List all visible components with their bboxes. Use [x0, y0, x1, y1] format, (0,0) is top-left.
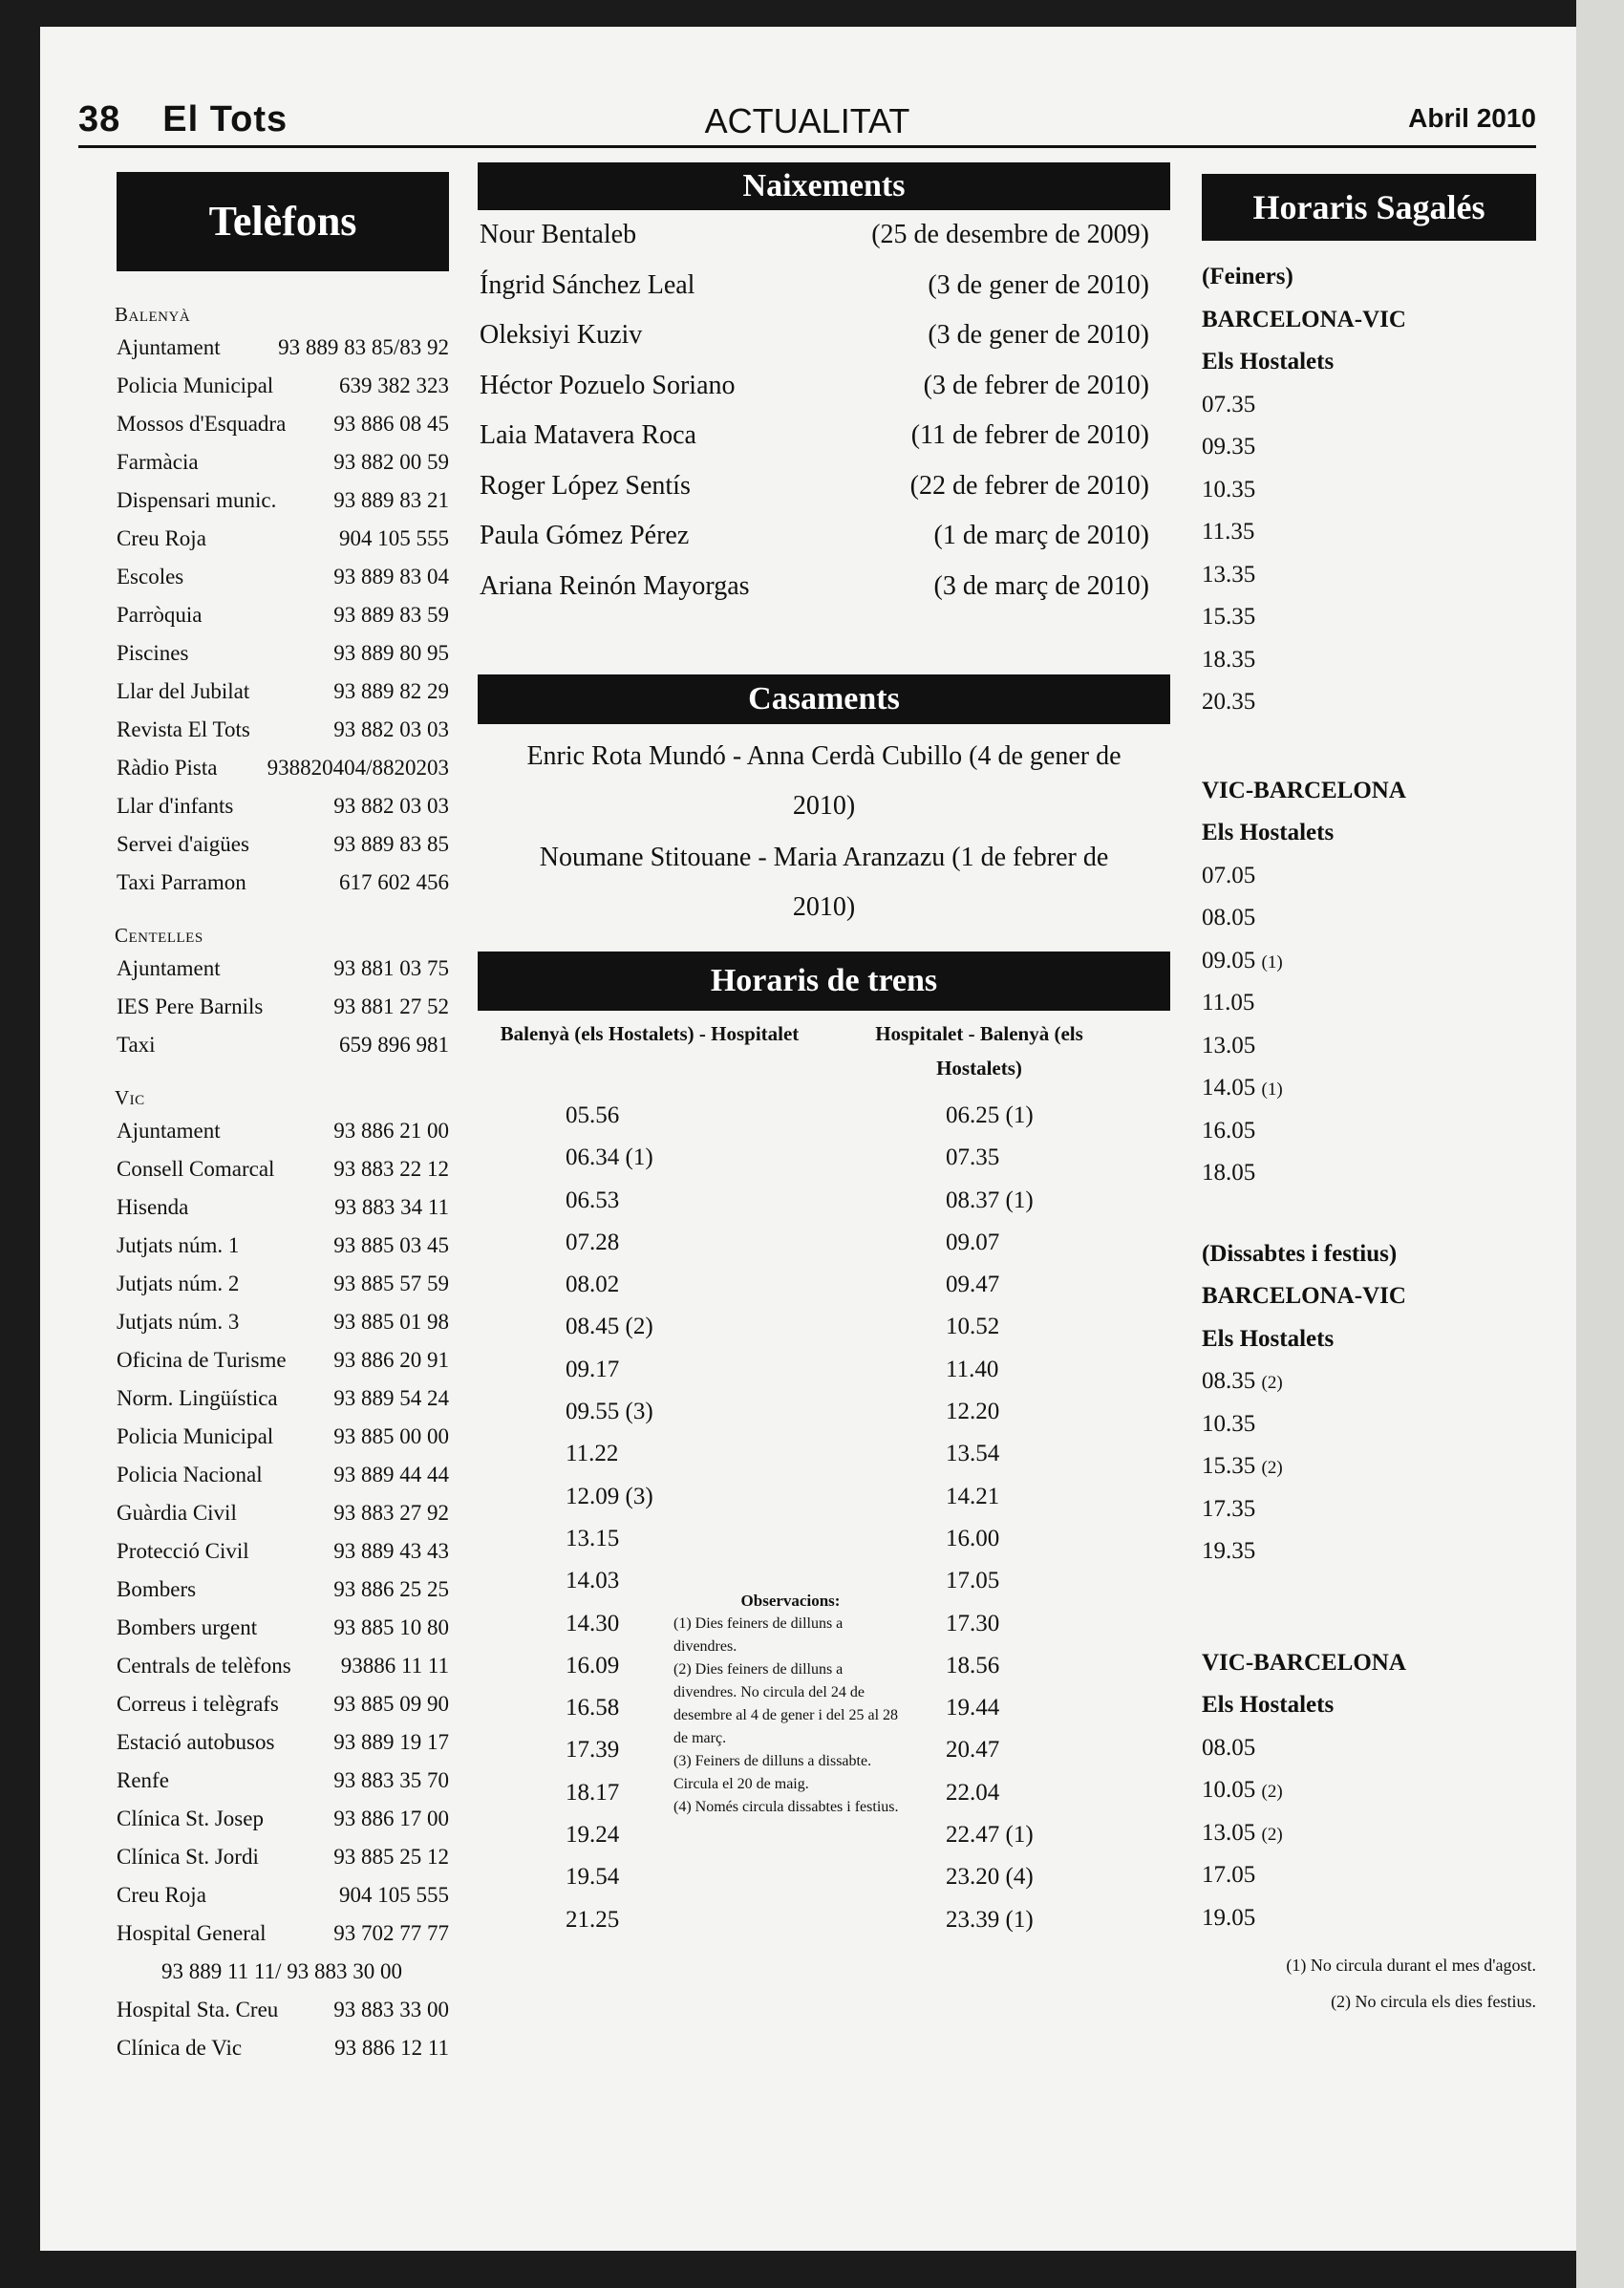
telefon-name: Jutjats núm. 3	[117, 1310, 240, 1334]
train-time: 21.25	[566, 1906, 620, 1933]
train-time: 19.24	[566, 1822, 620, 1849]
telefon-entry	[115, 1150, 449, 1188]
telefon-entry	[115, 481, 449, 520]
telefon-name: Llar d'infants	[117, 794, 234, 818]
train-time: 06.53	[566, 1187, 620, 1213]
naixement-name: Héctor Pozuelo Soriano	[480, 370, 736, 400]
telefon-entry	[115, 1227, 449, 1265]
bus-time-row	[1202, 1897, 1536, 1940]
telefon-number: 93 882 00 59	[333, 450, 449, 474]
telefon-number: 93 885 09 90	[333, 1692, 449, 1716]
telefon-name: Creu Roja	[117, 526, 206, 550]
naixement-item	[478, 411, 1170, 461]
telefon-entry	[115, 864, 449, 902]
bus-time-row	[1202, 1727, 1536, 1770]
telefon-name: Taxi	[117, 1033, 156, 1057]
telefon-name: Estació autobusos	[117, 1730, 275, 1754]
telefon-name: Protecció Civil	[117, 1539, 249, 1563]
telefon-number: 93 886 25 25	[333, 1577, 449, 1601]
telefon-name: IES Pere Barnils	[117, 994, 264, 1018]
telefon-number: 93 885 25 12	[333, 1845, 449, 1869]
naixement-date: (3 de gener de 2010)	[928, 320, 1149, 350]
observacio-item: (1) Dies feiners de dilluns a divendres.	[673, 1615, 844, 1655]
telefon-entry	[115, 520, 449, 558]
telefon-entry	[115, 596, 449, 634]
telefon-entry	[115, 329, 449, 367]
naixement-name: Paula Gómez Pérez	[480, 521, 690, 550]
telefon-entry	[115, 1379, 449, 1418]
festius-bcn-vic-times	[1202, 1360, 1536, 1573]
bus-time-row	[1202, 1152, 1536, 1195]
bus-time-row	[1202, 384, 1536, 427]
telefon-name: Jutjats núm. 1	[117, 1233, 240, 1257]
telefon-entry	[115, 1800, 449, 1838]
telefon-name: Hospital Sta. Creu	[117, 1998, 279, 2021]
telefon-entry	[115, 1112, 449, 1150]
telefon-name: Farmàcia	[117, 450, 199, 474]
bus-time-row	[1202, 940, 1536, 983]
telefon-number: 93 889 83 85	[333, 832, 449, 856]
bus-time: 07.35	[1202, 391, 1256, 417]
train-time: 09.55 (3)	[566, 1399, 653, 1425]
telefon-entry	[115, 1647, 449, 1685]
telefon-number: 93 889 83 59	[333, 603, 449, 627]
telefons-section-title: Vic	[115, 1086, 145, 1109]
feiners-label: (Feiners)	[1202, 264, 1293, 289]
route-label: BARCELONA-VIC	[1202, 306, 1406, 332]
casaments-title: Casaments	[478, 674, 1170, 724]
telefon-name: Hospital General	[117, 1921, 267, 1945]
telefon-number: 93 889 19 17	[333, 1730, 449, 1754]
naixement-item	[478, 511, 1170, 562]
naixement-name: Roger López Sentís	[480, 470, 691, 501]
telefons-title: Telèfons	[117, 172, 449, 271]
telefon-entry	[115, 1991, 449, 2029]
naixement-name: Ariana Reinón Mayorgas	[480, 570, 750, 601]
telefon-number: 93 889 83 85/83 92	[278, 335, 449, 359]
issue-date: Abril 2010	[1408, 103, 1536, 133]
train-time: 09.47	[946, 1272, 1000, 1298]
train-time: 23.20 (4)	[946, 1864, 1034, 1891]
train-time: 07.28	[566, 1229, 620, 1255]
telefon-entry	[115, 1303, 449, 1341]
bus-time-row	[1202, 897, 1536, 940]
observacio-item: (2) Dies feiners de dilluns a divendres. No circula del 24 de desembre al 4 de gener i del 25 al 28 de març.	[673, 1661, 899, 1746]
telefon-entry	[115, 749, 449, 787]
telefon-name: Policia Municipal	[117, 374, 274, 397]
telefon-entry	[115, 711, 449, 749]
telefons-column	[115, 172, 449, 2067]
train-time: 08.37 (1)	[946, 1187, 1034, 1213]
naixement-date: (3 de gener de 2010)	[928, 269, 1149, 300]
telefon-entry	[115, 1914, 449, 1953]
telefon-number: 93 881 03 75	[333, 956, 449, 980]
bus-time: 09.05	[1202, 947, 1256, 973]
naixement-date: (11 de febrer de 2010)	[910, 420, 1149, 450]
telefons-section-title: Balenyà	[115, 303, 191, 326]
route-label: BARCELONA-VIC	[1202, 1283, 1406, 1309]
telefon-number: 904 105 555	[339, 526, 449, 550]
naixement-date: (25 de desembre de 2009)	[871, 220, 1149, 249]
observacio-item: (3) Feiners de dilluns a dissabte. Circula el 20 de maig.	[673, 1753, 872, 1792]
train-time: 11.22	[566, 1441, 619, 1467]
telefon-name: Ràdio Pista	[117, 756, 218, 780]
train-time: 19.44	[946, 1695, 1000, 1721]
telefon-name: Norm. Lingüística	[117, 1386, 278, 1410]
bus-time: 18.35	[1202, 646, 1256, 673]
telefon-entry	[115, 988, 449, 1026]
trens-timetable	[478, 1011, 1170, 2214]
bus-time-row	[1202, 1812, 1536, 1855]
train-time: 20.47	[946, 1737, 1000, 1764]
telefon-entry	[115, 1532, 449, 1571]
telefon-name: Dispensari munic.	[117, 488, 277, 512]
telefon-number: 93 885 00 00	[333, 1424, 449, 1448]
telefon-name: Policia Nacional	[117, 1463, 263, 1486]
telefon-name: Hisenda	[117, 1195, 189, 1219]
sagales-column	[1202, 174, 1536, 2020]
telefon-number: 93 885 01 98	[333, 1310, 449, 1334]
train-time: 11.40	[946, 1356, 999, 1382]
bus-time-row	[1202, 511, 1536, 554]
telefon-number: 659 896 981	[339, 1033, 449, 1057]
telefon-name: Jutjats núm. 2	[117, 1272, 240, 1295]
naixement-date: (3 de març de 2010)	[933, 570, 1149, 601]
telefon-name: Clínica de Vic	[117, 2036, 243, 2060]
bus-time: 16.05	[1202, 1117, 1256, 1144]
telefon-name: Guàrdia Civil	[117, 1501, 237, 1525]
telefon-entry	[115, 1494, 449, 1532]
telefon-number: 93 889 82 29	[333, 679, 449, 703]
telefon-number: 639 382 323	[339, 374, 449, 397]
stop-label: Els Hostalets	[1202, 1325, 1335, 1352]
train-time: 18.17	[566, 1779, 620, 1806]
section-name: ACTUALITAT	[704, 101, 910, 140]
telefon-entry	[115, 1188, 449, 1227]
bus-time-row	[1202, 1025, 1536, 1068]
naixement-date: (1 de març de 2010)	[933, 521, 1149, 550]
sagales-note: (1) No circula durant el mes d'agost.	[1286, 1956, 1536, 1975]
telefon-entry	[115, 1341, 449, 1379]
bus-time: 18.05	[1202, 1160, 1256, 1186]
telefon-entry	[115, 2029, 449, 2067]
telefon-name: Ajuntament	[117, 335, 221, 359]
bus-time-note: (2)	[1261, 1373, 1283, 1393]
telefon-number: 93 885 03 45	[333, 1233, 449, 1257]
telefon-name: Correus i telègrafs	[117, 1692, 279, 1716]
telefon-entry	[115, 1265, 449, 1303]
telefon-entry	[115, 1456, 449, 1494]
bus-time-row	[1202, 639, 1536, 682]
telefon-name: Taxi Parramon	[117, 870, 246, 894]
train-time: 17.05	[946, 1568, 1000, 1594]
telefon-name: Llar del Jubilat	[117, 679, 250, 703]
bus-time: 17.05	[1202, 1862, 1256, 1888]
bus-time-row	[1202, 1067, 1536, 1110]
telefon-number: 93 889 83 04	[333, 565, 449, 588]
bus-time-row	[1202, 554, 1536, 597]
telefon-name: Creu Roja	[117, 1883, 206, 1907]
route-label: VIC-BARCELONA	[1202, 777, 1406, 803]
bus-time-row	[1202, 855, 1536, 898]
naixement-item	[478, 361, 1170, 412]
stop-label: Els Hostalets	[1202, 349, 1335, 374]
telefon-number: 904 105 555	[339, 1883, 449, 1907]
bus-time: 19.05	[1202, 1904, 1256, 1931]
telefon-name: Clínica St. Jordi	[117, 1845, 259, 1869]
telefon-name: Centrals de telèfons	[117, 1654, 291, 1678]
telefon-name: Clínica St. Josep	[117, 1807, 264, 1830]
bus-time-note: (2)	[1261, 1782, 1283, 1802]
festius-label: (Dissabtes i festius)	[1202, 1240, 1398, 1267]
train-time: 23.39 (1)	[946, 1906, 1034, 1933]
train-time: 13.54	[946, 1441, 1000, 1467]
feiners-bcn-vic-times	[1202, 384, 1536, 724]
train-time: 08.02	[566, 1272, 620, 1298]
bus-time: 15.35	[1202, 604, 1256, 630]
telefon-name: Piscines	[117, 641, 189, 665]
bus-time: 11.35	[1202, 519, 1255, 545]
bus-time: 07.05	[1202, 862, 1256, 888]
telefon-entry	[115, 1723, 449, 1762]
bus-time: 10.05	[1202, 1777, 1256, 1803]
telefon-name: Policia Municipal	[117, 1424, 274, 1448]
telefons-list	[115, 300, 449, 2067]
telefon-name: Parròquia	[117, 603, 203, 627]
page-header	[78, 92, 1536, 148]
bus-time: 13.05	[1202, 1819, 1256, 1846]
sagales-note: (2) No circula els dies festius.	[1331, 1992, 1536, 2011]
naixement-item	[478, 210, 1170, 261]
telefon-number: 93 881 27 52	[333, 994, 449, 1018]
telefon-name: Escoles	[117, 565, 184, 588]
telefon-entry	[115, 443, 449, 481]
telefon-number: 93886 11 11	[340, 1654, 449, 1678]
telefon-name: Renfe	[117, 1768, 169, 1792]
train-time: 14.03	[566, 1568, 620, 1594]
telefon-entry	[115, 1953, 449, 1991]
bus-time-note: (2)	[1261, 1458, 1283, 1478]
bus-time: 10.35	[1202, 1410, 1256, 1437]
sagales-title: Horaris Sagalés	[1202, 174, 1536, 241]
casament-item: Enric Rota Mundó - Anna Cerdà Cubillo (4 de gener de 2010)	[526, 741, 1122, 821]
telefon-number: 938820404/8820203	[267, 756, 449, 780]
telefon-number: 93 889 44 44	[333, 1463, 449, 1486]
train-time: 16.00	[946, 1525, 1000, 1551]
telefon-entry	[115, 558, 449, 596]
telefon-number: 93 883 33 00	[333, 1998, 449, 2021]
train-time: 14.30	[566, 1610, 620, 1636]
telefon-entry	[115, 1685, 449, 1723]
telefon-number: 93 883 22 12	[333, 1157, 449, 1181]
telefon-number: 93 882 03 03	[333, 717, 449, 741]
bus-time: 11.05	[1202, 990, 1255, 1016]
trens-col2-header: Hospitalet - Balenyà (els Hostalets)	[875, 1022, 1083, 1080]
bus-time: 20.35	[1202, 689, 1256, 715]
telefon-number: 93 885 57 59	[333, 1272, 449, 1295]
trens-observacions	[673, 1590, 908, 1819]
telefon-number: 93 886 20 91	[333, 1348, 449, 1372]
bus-time-note: (2)	[1261, 1824, 1283, 1845]
naixement-date: (22 de febrer de 2010)	[909, 470, 1149, 501]
train-time: 18.56	[946, 1652, 1000, 1679]
naixement-item	[478, 261, 1170, 311]
naixement-item	[478, 461, 1170, 512]
bus-time-row	[1202, 982, 1536, 1025]
telefon-entry	[115, 1609, 449, 1647]
train-time: 05.56	[566, 1102, 620, 1128]
telefon-number: 93 883 34 11	[334, 1195, 449, 1219]
bus-time: 09.35	[1202, 434, 1256, 460]
naixement-name: Laia Matavera Roca	[480, 420, 696, 450]
telefon-name: Mossos d'Esquadra	[117, 412, 287, 436]
trens-col2	[946, 1095, 1089, 1941]
telefon-number: 93 889 54 24	[333, 1386, 449, 1410]
bus-time-row	[1202, 1488, 1536, 1531]
route-label: VIC-BARCELONA	[1202, 1649, 1406, 1676]
train-time: 19.54	[566, 1864, 620, 1891]
train-time: 06.34 (1)	[566, 1144, 653, 1171]
feiners-vic-bcn-times	[1202, 855, 1536, 1195]
telefon-number: 93 889 80 95	[333, 641, 449, 665]
telefon-name: Servei d'aigües	[117, 832, 249, 856]
naixement-item	[478, 310, 1170, 361]
telefon-number: 93 889 11 11/ 93 883 30 00	[161, 1959, 402, 1983]
bus-time-row	[1202, 681, 1536, 724]
train-time: 17.30	[946, 1610, 1000, 1636]
train-time: 16.58	[566, 1695, 620, 1721]
adjacent-page-edge	[1576, 0, 1624, 2288]
bus-time-row	[1202, 426, 1536, 469]
telefon-name: Consell Comarcal	[117, 1157, 275, 1181]
bus-time: 14.05	[1202, 1075, 1256, 1101]
bus-time: 19.35	[1202, 1538, 1256, 1564]
train-time: 16.09	[566, 1652, 620, 1679]
festius-vic-bcn-times	[1202, 1727, 1536, 1940]
telefon-entry	[115, 405, 449, 443]
bus-time: 08.35	[1202, 1368, 1256, 1394]
stop-label: Els Hostalets	[1202, 1692, 1335, 1718]
telefon-number: 93 882 03 03	[333, 794, 449, 818]
telefon-name: Bombers urgent	[117, 1615, 258, 1639]
bus-time-row	[1202, 1360, 1536, 1403]
bus-time: 13.05	[1202, 1032, 1256, 1058]
bus-time: 17.35	[1202, 1495, 1256, 1522]
naixements-title: Naixements	[478, 162, 1170, 210]
bus-time: 10.35	[1202, 476, 1256, 503]
bus-time-note: (1)	[1261, 1080, 1283, 1100]
train-time: 13.15	[566, 1525, 620, 1551]
telefon-number: 93 883 27 92	[333, 1501, 449, 1525]
bus-time-row	[1202, 1445, 1536, 1488]
telefon-entry	[115, 825, 449, 864]
telefon-name: Ajuntament	[117, 1119, 221, 1143]
telefon-number: 93 886 17 00	[333, 1807, 449, 1830]
bus-time-row	[1202, 1854, 1536, 1897]
publication-name: El Tots	[162, 99, 288, 139]
bus-time-row	[1202, 596, 1536, 639]
telefon-number: 93 702 77 77	[333, 1921, 449, 1945]
telefon-entry	[115, 634, 449, 673]
telefon-name: Bombers	[117, 1577, 197, 1601]
telefon-entry	[115, 1026, 449, 1064]
trens-col1-header: Balenyà (els Hostalets) - Hospitalet	[500, 1022, 800, 1045]
naixement-date: (3 de febrer de 2010)	[923, 370, 1149, 400]
telefon-entry	[115, 367, 449, 405]
bus-time-row	[1202, 1403, 1536, 1446]
telefon-entry	[115, 1762, 449, 1800]
middle-column	[478, 162, 1170, 2214]
train-time: 08.45 (2)	[566, 1314, 653, 1340]
telefon-number: 93 886 08 45	[333, 412, 449, 436]
bus-time-row	[1202, 469, 1536, 512]
train-time: 12.09 (3)	[566, 1483, 653, 1509]
bus-time: 13.35	[1202, 561, 1256, 588]
bus-time: 08.05	[1202, 905, 1256, 930]
train-time: 09.07	[946, 1229, 1000, 1255]
telefon-number: 93 883 35 70	[333, 1768, 449, 1792]
telefon-name: Ajuntament	[117, 956, 221, 980]
train-time: 10.52	[946, 1314, 1000, 1340]
telefon-entry	[115, 673, 449, 711]
telefon-name: Revista El Tots	[117, 717, 250, 741]
train-time: 07.35	[946, 1144, 1000, 1171]
observacio-item: (4) Només circula dissabtes i festius.	[673, 1799, 899, 1815]
page-number: 38	[78, 99, 121, 139]
trens-title: Horaris de trens	[478, 952, 1170, 1011]
telefon-entry	[115, 787, 449, 825]
casament-item: Noumane Stitouane - Maria Aranzazu (1 de febrer de 2010)	[539, 843, 1109, 922]
telefon-entry	[115, 1838, 449, 1876]
naixements-list	[478, 210, 1170, 611]
train-time: 12.20	[946, 1399, 1000, 1425]
naixement-name: Oleksiyi Kuziv	[480, 320, 643, 350]
telefon-number: 93 885 10 80	[333, 1615, 449, 1639]
train-time: 09.17	[566, 1356, 620, 1382]
telefon-name: Oficina de Turisme	[117, 1348, 287, 1372]
naixement-item	[478, 562, 1170, 612]
bus-time-row	[1202, 1110, 1536, 1153]
telefons-section-title: Centelles	[115, 924, 203, 947]
naixement-name: Nour Bentaleb	[480, 220, 637, 249]
train-time: 06.25 (1)	[946, 1102, 1034, 1128]
telefon-number: 93 889 83 21	[333, 488, 449, 512]
train-time: 17.39	[566, 1737, 620, 1764]
train-time: 14.21	[946, 1483, 1000, 1509]
train-time: 22.47 (1)	[946, 1822, 1034, 1849]
telefon-number: 93 886 21 00	[333, 1119, 449, 1143]
bus-time-row	[1202, 1530, 1536, 1573]
observacions-title: Observacions:	[740, 1592, 841, 1610]
telefon-number: 93 886 12 11	[334, 2036, 449, 2060]
bus-time: 08.05	[1202, 1734, 1256, 1761]
bus-time: 15.35	[1202, 1453, 1256, 1479]
stop-label: Els Hostalets	[1202, 820, 1335, 845]
telefon-entry	[115, 950, 449, 988]
bus-time-note: (1)	[1261, 952, 1283, 973]
train-time: 22.04	[946, 1779, 1000, 1806]
telefon-entry	[115, 1418, 449, 1456]
bus-time-row	[1202, 1769, 1536, 1812]
telefon-number: 93 889 43 43	[333, 1539, 449, 1563]
telefon-number: 617 602 456	[339, 870, 449, 894]
telefon-entry	[115, 1571, 449, 1609]
naixement-name: Íngrid Sánchez Leal	[480, 269, 695, 300]
telefon-entry	[115, 1876, 449, 1914]
